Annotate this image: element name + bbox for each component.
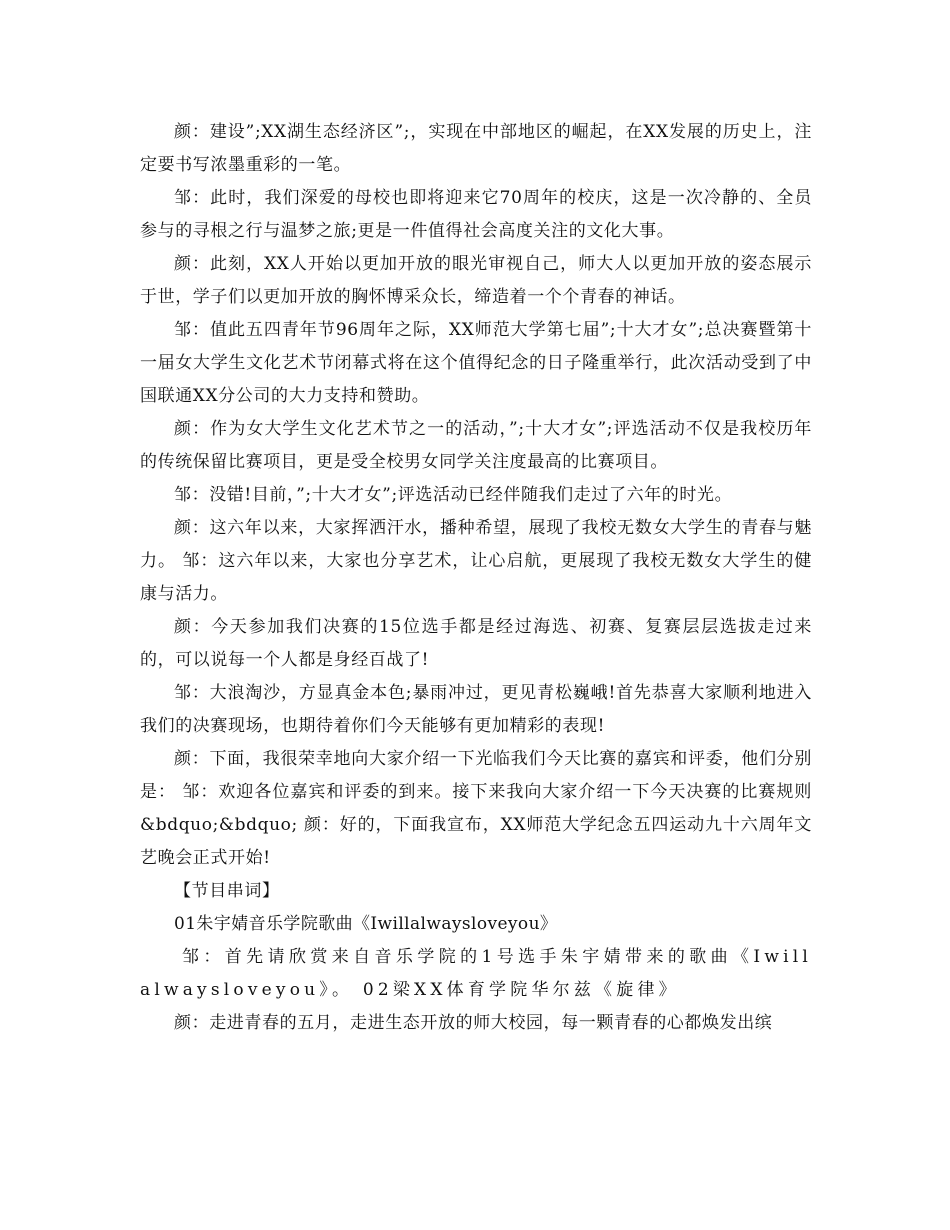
paragraph: 颜：建设”;XX湖生态经济区”;，实现在中部地区的崛起，在XX发展的历史上，注定要书写浓墨重彩的一笔。: [140, 122, 812, 175]
paragraph: 邹：值此五四青年节96周年之际，XX师范大学第七届”;十大才女”;总决赛暨第十一届女大学生文化艺术节闭幕式将在这个值得纪念的日子隆重举行，此次活动受到了中国联通XX分公司的大力支持和赞助。: [140, 320, 812, 406]
paragraph: 颜：今天参加我们决赛的15位选手都是经过海选、初赛、复赛层层选拔走过来的，可以说每一个人都是身经百战了!: [140, 617, 812, 670]
paragraph: 邹：大浪淘沙，方显真金本色;暴雨冲过，更见青松巍峨!首先恭喜大家顺利地进入我们的决赛现场，也期待着你们今天能够有更加精彩的表现!: [140, 683, 812, 736]
paragraph: 颜：这六年以来，大家挥洒汗水，播种希望，展现了我校无数女大学生的青春与魅力。 邹：这六年以来，大家也分享艺术，让心启航，更展现了我校无数女大学生的健康与活力。: [140, 518, 812, 604]
paragraph: 颜：走进青春的五月，走进生态开放的师大校园，每一颗青春的心都焕发出缤: [174, 1013, 773, 1033]
paragraph: 邹：此时，我们深爱的母校也即将迎来它70周年的校庆，这是一次冷静的、全员参与的寻根之行与温梦之旅;更是一件值得社会高度关注的文化大事。: [140, 188, 812, 241]
paragraph: 邹：没错!目前，”;十大才女”;评选活动已经伴随我们走过了六年的时光。: [174, 485, 733, 505]
paragraph: 颜：此刻，XX人开始以更加开放的眼光审视自己，师大人以更加开放的姿态展示于世，学子们以更加开放的胸怀博采众长，缔造着一个个青春的神话。: [140, 254, 812, 307]
section-heading: 【节目串词】: [174, 881, 280, 901]
program-item: 01朱宇婧音乐学院歌曲《Iwillalwaysloveyou》: [174, 914, 558, 934]
document-body: [140, 116, 812, 1040]
paragraph: 颜：下面，我很荣幸地向大家介绍一下光临我们今天比赛的嘉宾和评委，他们分别是： 邹：欢迎各位嘉宾和评委的到来。接下来我向大家介绍一下今天决赛的比赛规则&bdquo;&bdquo; 颜：好的，下面我宣布，XX师范大学纪念五四运动九十六周年文艺晚会正式开始!: [140, 749, 812, 868]
program-intro: 邹：首先请欣赏来自音乐学院的1号选手朱宇婧带来的歌曲《Iwillalwaysloveyou》。 02梁XX体育学院华尔兹《旋律》: [140, 947, 812, 1000]
paragraph: 颜：作为女大学生文化艺术节之一的活动，”;十大才女”;评选活动不仅是我校历年的传统保留比赛项目，更是受全校男女同学关注度最高的比赛项目。: [140, 419, 812, 472]
